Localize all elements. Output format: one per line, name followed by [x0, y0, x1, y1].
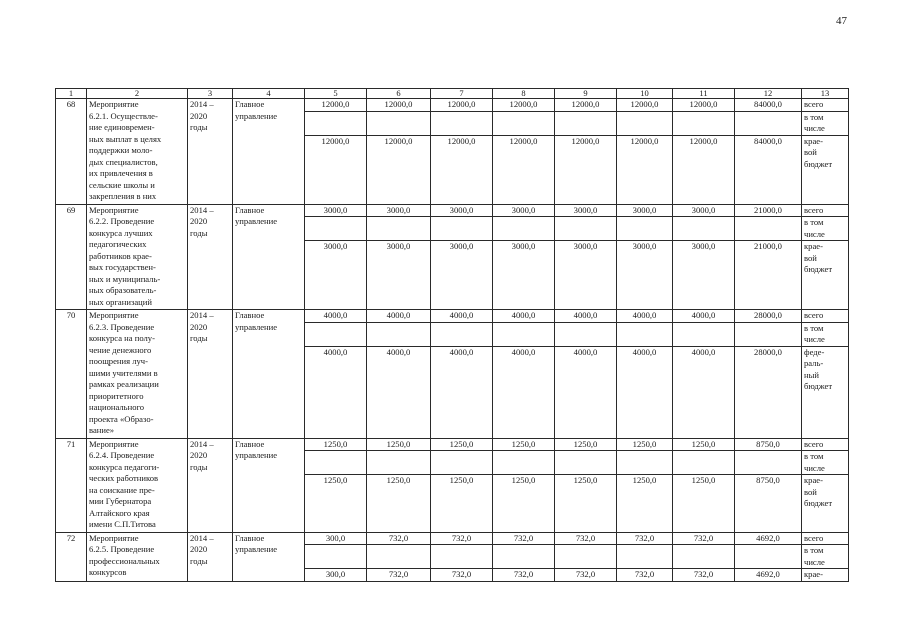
value-cell [735, 217, 802, 241]
value-cell: 4000,0 [555, 346, 617, 438]
executor-line: Главное [235, 532, 265, 543]
table-row [56, 204, 849, 217]
activity-name-line: ческих работников [89, 473, 159, 483]
activity-name-line: работников крае- [89, 250, 152, 261]
executor-line: Главное [235, 438, 265, 449]
executor-line: управление [235, 321, 278, 332]
value-cell: 4000,0 [367, 346, 431, 438]
activity-name-line: 6.2.5. Проведение [89, 544, 155, 554]
activity-name-line: 6.2.1. Осуществле- [89, 110, 158, 121]
value-cell: 4000,0 [431, 310, 493, 323]
value-cell [555, 111, 617, 135]
executor-line: управление [235, 110, 278, 121]
funding-source-cell [802, 322, 849, 346]
value-cell: 3000,0 [367, 241, 431, 310]
executor-cell [233, 99, 305, 205]
activity-name-line: сельские школы и [89, 179, 155, 190]
activity-name-line: конкурсов [89, 567, 127, 577]
activity-name-line: конкурса педагоги- [89, 461, 160, 472]
value-cell: 732,0 [617, 569, 673, 582]
period-line: 2014 – [190, 99, 214, 109]
value-cell: 12000,0 [555, 99, 617, 112]
value-cell: 28000,0 [735, 310, 802, 323]
funding-source-cell [802, 99, 849, 112]
value-cell: 732,0 [493, 532, 555, 545]
header-cell: 4 [233, 89, 305, 99]
funding-source-line: крае- [804, 475, 823, 485]
table-body [56, 89, 849, 582]
value-cell: 732,0 [367, 569, 431, 582]
value-cell [493, 111, 555, 135]
budget-table [55, 88, 849, 582]
funding-source-line: в том [804, 111, 824, 122]
value-cell: 3000,0 [493, 204, 555, 217]
value-cell: 84000,0 [735, 99, 802, 112]
value-cell: 732,0 [673, 532, 735, 545]
value-cell [673, 217, 735, 241]
page-number: 47 [836, 15, 847, 27]
funding-source-line: числе [804, 123, 825, 133]
value-cell: 4000,0 [305, 310, 367, 323]
value-cell: 3000,0 [617, 241, 673, 310]
period-line: годы [190, 461, 208, 472]
value-cell: 1250,0 [673, 438, 735, 451]
funding-source-line: числе [804, 228, 825, 239]
value-cell: 12000,0 [367, 135, 431, 204]
value-cell [617, 111, 673, 135]
value-cell: 1250,0 [493, 475, 555, 533]
value-cell [305, 322, 367, 346]
funding-source-line: вой [804, 252, 817, 263]
activity-name-line: их привлечения в [89, 168, 153, 178]
activity-name-line: закрепления в них [89, 191, 157, 201]
value-cell: 12000,0 [431, 99, 493, 112]
period-line: годы [190, 333, 208, 343]
activity-name-line: приоритетного [89, 390, 144, 401]
value-cell: 12000,0 [617, 135, 673, 204]
value-cell: 12000,0 [555, 135, 617, 204]
funding-source-line: ный [804, 369, 819, 380]
value-cell: 1250,0 [617, 475, 673, 533]
value-cell: 84000,0 [735, 135, 802, 204]
executor-cell [233, 310, 305, 439]
table-row [56, 438, 849, 451]
period-cell [188, 99, 233, 205]
funding-source-cell [802, 310, 849, 323]
value-cell [673, 545, 735, 569]
value-cell: 4000,0 [617, 346, 673, 438]
value-cell [555, 545, 617, 569]
value-cell [617, 322, 673, 346]
value-cell [431, 111, 493, 135]
header-row [56, 89, 849, 99]
value-cell [673, 451, 735, 475]
funding-source-line: бюджет [804, 264, 833, 274]
header-cell: 9 [555, 89, 617, 99]
activity-name-line: шими учителями в [89, 367, 158, 378]
value-cell: 3000,0 [555, 204, 617, 217]
value-cell: 12000,0 [367, 99, 431, 112]
executor-cell [233, 204, 305, 310]
activity-name-line: ных организаций [89, 296, 152, 307]
value-cell [305, 111, 367, 135]
row-number-cell: 72 [56, 532, 87, 581]
table-row [56, 532, 849, 545]
header-cell: 10 [617, 89, 673, 99]
activity-name-line: 6.2.3. Проведение [89, 321, 155, 332]
value-cell: 1250,0 [555, 438, 617, 451]
value-cell: 3000,0 [305, 204, 367, 217]
value-cell: 12000,0 [673, 99, 735, 112]
value-cell: 4692,0 [735, 532, 802, 545]
activity-name-line: 6.2.2. Проведение [89, 216, 155, 226]
activity-name-line: профессиональных [89, 555, 160, 566]
executor-line: управление [235, 216, 278, 226]
value-cell [493, 545, 555, 569]
executor-line: Главное [235, 99, 265, 109]
row-number-cell: 70 [56, 310, 87, 439]
value-cell: 28000,0 [735, 346, 802, 438]
value-cell [493, 451, 555, 475]
value-cell [735, 322, 802, 346]
value-cell: 8750,0 [735, 475, 802, 533]
funding-source-cell [802, 217, 849, 241]
funding-source-line: всего [804, 532, 824, 543]
value-cell: 12000,0 [673, 135, 735, 204]
value-cell: 12000,0 [617, 99, 673, 112]
funding-source-cell [802, 204, 849, 217]
period-line: 2014 – [190, 438, 214, 449]
activity-name-line: Мероприятие [89, 532, 139, 543]
activity-name-line: рамках реализации [89, 379, 159, 389]
value-cell [431, 322, 493, 346]
value-cell [305, 545, 367, 569]
value-cell: 3000,0 [617, 204, 673, 217]
value-cell [673, 111, 735, 135]
value-cell [431, 217, 493, 241]
header-cell: 3 [188, 89, 233, 99]
value-cell: 3000,0 [305, 241, 367, 310]
row-number-cell: 69 [56, 204, 87, 310]
activity-name-cell [87, 532, 188, 581]
period-line: 2020 [190, 544, 208, 554]
value-cell: 3000,0 [367, 204, 431, 217]
funding-source-line: бюджет [804, 158, 833, 169]
value-cell: 4000,0 [431, 346, 493, 438]
value-cell [493, 322, 555, 346]
period-line: годы [190, 227, 208, 238]
value-cell: 3000,0 [431, 204, 493, 217]
activity-name-line: педагогических [89, 239, 147, 249]
value-cell [367, 322, 431, 346]
header-cell: 11 [673, 89, 735, 99]
value-cell: 4000,0 [305, 346, 367, 438]
activity-name-line: вание» [89, 425, 115, 435]
header-cell: 6 [367, 89, 431, 99]
funding-source-cell [802, 438, 849, 451]
funding-source-cell [802, 545, 849, 569]
funding-source-cell [802, 451, 849, 475]
funding-source-line: раль- [804, 358, 824, 368]
value-cell: 1250,0 [431, 438, 493, 451]
value-cell: 4000,0 [493, 310, 555, 323]
value-cell: 21000,0 [735, 204, 802, 217]
value-cell [305, 217, 367, 241]
value-cell: 1250,0 [305, 438, 367, 451]
header-cell: 2 [87, 89, 188, 99]
activity-name-cell [87, 99, 188, 205]
funding-source-line: числе [804, 556, 825, 567]
value-cell [617, 217, 673, 241]
activity-name-line: конкурса лучших [89, 227, 153, 238]
activity-name-line: Мероприятие [89, 204, 139, 215]
value-cell [431, 545, 493, 569]
period-cell [188, 438, 233, 532]
value-cell: 12000,0 [431, 135, 493, 204]
funding-source-line: числе [804, 462, 825, 473]
funding-source-cell [802, 475, 849, 533]
funding-source-line: крае- [804, 241, 823, 251]
value-cell: 1250,0 [367, 475, 431, 533]
value-cell: 12000,0 [493, 99, 555, 112]
activity-name-line: 6.2.4. Проведение [89, 450, 155, 460]
activity-name-line: имени С.П.Титова [89, 519, 156, 529]
funding-source-line: в том [804, 217, 824, 227]
value-cell: 4000,0 [493, 346, 555, 438]
funding-source-line: в том [804, 451, 824, 461]
activity-name-line: на соискание пре- [89, 484, 155, 495]
executor-line: управление [235, 450, 278, 460]
value-cell: 21000,0 [735, 241, 802, 310]
value-cell: 8750,0 [735, 438, 802, 451]
value-cell: 4692,0 [735, 569, 802, 582]
period-cell [188, 204, 233, 310]
activity-name-line: ных образователь- [89, 285, 157, 295]
executor-line: управление [235, 544, 278, 554]
activity-name-line: Мероприятие [89, 99, 139, 109]
activity-name-line: ных выплат в целях [89, 133, 162, 144]
value-cell [555, 217, 617, 241]
header-cell: 7 [431, 89, 493, 99]
value-cell [555, 451, 617, 475]
value-cell [735, 111, 802, 135]
funding-source-line: всего [804, 99, 824, 109]
funding-source-line: всего [804, 438, 824, 449]
funding-source-cell [802, 569, 849, 582]
header-cell: 8 [493, 89, 555, 99]
period-line: 2020 [190, 216, 208, 226]
funding-source-line: в том [804, 322, 824, 333]
value-cell: 3000,0 [431, 241, 493, 310]
value-cell: 732,0 [431, 532, 493, 545]
period-line: 2020 [190, 450, 208, 460]
funding-source-line: феде- [804, 346, 825, 357]
period-cell [188, 532, 233, 581]
activity-name-line: ных и муниципаль- [89, 273, 161, 284]
value-cell [735, 545, 802, 569]
value-cell: 3000,0 [673, 241, 735, 310]
activity-name-line: чение денежного [89, 344, 152, 355]
value-cell: 4000,0 [555, 310, 617, 323]
funding-source-line: бюджет [804, 498, 833, 508]
value-cell: 1250,0 [305, 475, 367, 533]
header-cell: 12 [735, 89, 802, 99]
executor-line: Главное [235, 204, 265, 215]
activity-name-line: конкурса на полу- [89, 333, 155, 343]
value-cell [367, 545, 431, 569]
value-cell: 732,0 [673, 569, 735, 582]
value-cell: 4000,0 [673, 346, 735, 438]
table-row [56, 310, 849, 323]
executor-cell [233, 438, 305, 532]
funding-source-line: вой [804, 147, 817, 157]
funding-source-line: в том [804, 545, 824, 555]
period-cell [188, 310, 233, 439]
value-cell: 1250,0 [431, 475, 493, 533]
value-cell [555, 322, 617, 346]
value-cell [673, 322, 735, 346]
funding-source-cell [802, 111, 849, 135]
activity-name-cell [87, 204, 188, 310]
period-line: 2014 – [190, 204, 214, 215]
value-cell [367, 451, 431, 475]
period-line: годы [190, 122, 208, 132]
value-cell: 4000,0 [673, 310, 735, 323]
funding-source-cell [802, 532, 849, 545]
value-cell: 3000,0 [555, 241, 617, 310]
value-cell [617, 451, 673, 475]
value-cell: 3000,0 [673, 204, 735, 217]
row-number-cell: 71 [56, 438, 87, 532]
value-cell: 12000,0 [305, 99, 367, 112]
activity-name-line: поощрения луч- [89, 356, 148, 366]
funding-source-line: всего [804, 204, 824, 215]
activity-name-line: Мероприятие [89, 438, 139, 449]
value-cell [305, 451, 367, 475]
value-cell: 732,0 [555, 569, 617, 582]
activity-name-line: ние единовремен- [89, 122, 155, 132]
activity-name-line: вых государствен- [89, 262, 156, 272]
value-cell: 3000,0 [493, 241, 555, 310]
funding-source-line: крае- [804, 569, 823, 579]
activity-name-line: Алтайского края [89, 507, 150, 518]
activity-name-line: мии Губернатора [89, 496, 152, 506]
value-cell: 1250,0 [493, 438, 555, 451]
value-cell [431, 451, 493, 475]
activity-name-line: дых специалистов, [89, 156, 158, 167]
value-cell: 4000,0 [367, 310, 431, 323]
activity-name-line: проекта «Образо- [89, 413, 154, 424]
value-cell: 12000,0 [493, 135, 555, 204]
funding-source-line: крае- [804, 135, 823, 146]
value-cell [735, 451, 802, 475]
value-cell [617, 545, 673, 569]
funding-source-cell [802, 241, 849, 310]
funding-source-line: числе [804, 334, 825, 344]
table-row [56, 99, 849, 112]
period-line: годы [190, 555, 208, 566]
funding-source-line: вой [804, 486, 817, 497]
header-cell: 1 [56, 89, 87, 99]
value-cell [367, 217, 431, 241]
value-cell [367, 111, 431, 135]
activity-name-cell [87, 438, 188, 532]
value-cell: 300,0 [305, 532, 367, 545]
executor-line: Главное [235, 310, 265, 320]
value-cell: 1250,0 [555, 475, 617, 533]
period-line: 2020 [190, 110, 208, 121]
header-cell: 5 [305, 89, 367, 99]
header-cell: 13 [802, 89, 849, 99]
funding-source-line: бюджет [804, 381, 833, 391]
value-cell: 300,0 [305, 569, 367, 582]
value-cell: 1250,0 [673, 475, 735, 533]
executor-cell [233, 532, 305, 581]
activity-name-cell [87, 310, 188, 439]
value-cell: 4000,0 [617, 310, 673, 323]
value-cell: 732,0 [617, 532, 673, 545]
value-cell: 1250,0 [367, 438, 431, 451]
period-line: 2014 – [190, 310, 214, 320]
activity-name-line: Мероприятие [89, 310, 139, 320]
funding-source-line: всего [804, 310, 824, 320]
value-cell: 732,0 [431, 569, 493, 582]
value-cell: 1250,0 [617, 438, 673, 451]
value-cell [493, 217, 555, 241]
funding-source-cell [802, 346, 849, 438]
activity-name-line: национального [89, 402, 145, 412]
funding-source-cell [802, 135, 849, 204]
value-cell: 12000,0 [305, 135, 367, 204]
value-cell: 732,0 [367, 532, 431, 545]
period-line: 2020 [190, 321, 208, 332]
period-line: 2014 – [190, 532, 214, 543]
value-cell: 732,0 [493, 569, 555, 582]
value-cell: 732,0 [555, 532, 617, 545]
activity-name-line: поддержки моло- [89, 145, 153, 155]
row-number-cell: 68 [56, 99, 87, 205]
